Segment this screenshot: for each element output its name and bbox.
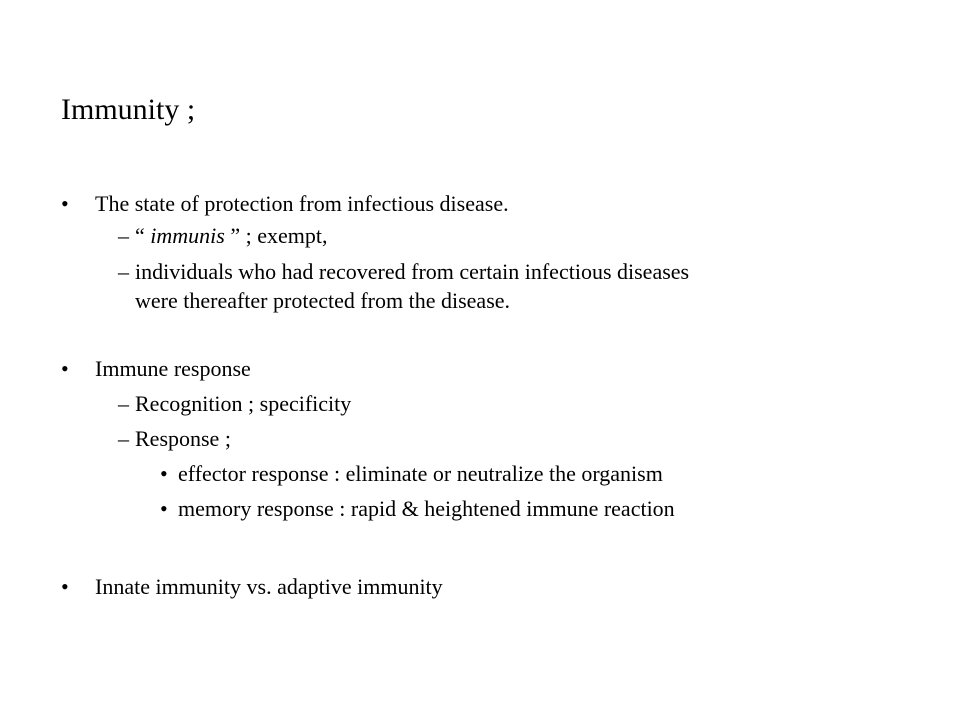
sub-sub-bullet-text: effector response : eliminate or neutralize the organism [178, 461, 663, 486]
bullet-text: The state of protection from infectious disease. [95, 191, 509, 216]
sub-bullet-text: Response ; [135, 426, 231, 451]
sub-sub-bullet-item [160, 460, 800, 487]
dash-marker: – [118, 426, 129, 451]
sub-sub-bullet-text: memory response : rapid & heightened immune reaction [178, 496, 675, 521]
bullet-text: Immune response [95, 356, 251, 381]
sub-bullet-text-continued: were thereafter protected from the disease. [135, 288, 511, 313]
sub-sub-bullet-item [160, 495, 800, 522]
bullet-item [61, 573, 561, 600]
bullet-text: Innate immunity vs. adaptive immunity [95, 574, 443, 599]
sub-bullet-item [118, 425, 418, 452]
sub-bullet-text: Recognition ; specificity [135, 391, 352, 416]
sub-bullet-text [135, 222, 327, 249]
quote-suffix: ” ; exempt, [224, 223, 328, 248]
bullet-marker: • [61, 191, 69, 216]
dash-marker: – [118, 391, 129, 416]
dash-marker: – [118, 223, 129, 248]
bullet-marker: • [160, 496, 168, 521]
sub-bullet-text: individuals who had recovered from certain infectious diseases [135, 259, 690, 284]
bullet-marker: • [61, 574, 69, 599]
slide-title: Immunity ; [61, 93, 196, 126]
sub-bullet-item [118, 222, 618, 249]
dash-marker: – [118, 259, 129, 284]
sub-bullet-item [118, 258, 838, 285]
bullet-marker: • [160, 461, 168, 486]
bullet-marker: • [61, 356, 69, 381]
sub-bullet-item [118, 390, 518, 417]
open-quote: “ [135, 223, 151, 248]
bullet-item [61, 355, 461, 382]
bullet-item [61, 190, 661, 217]
italic-term: immunis [150, 223, 225, 248]
